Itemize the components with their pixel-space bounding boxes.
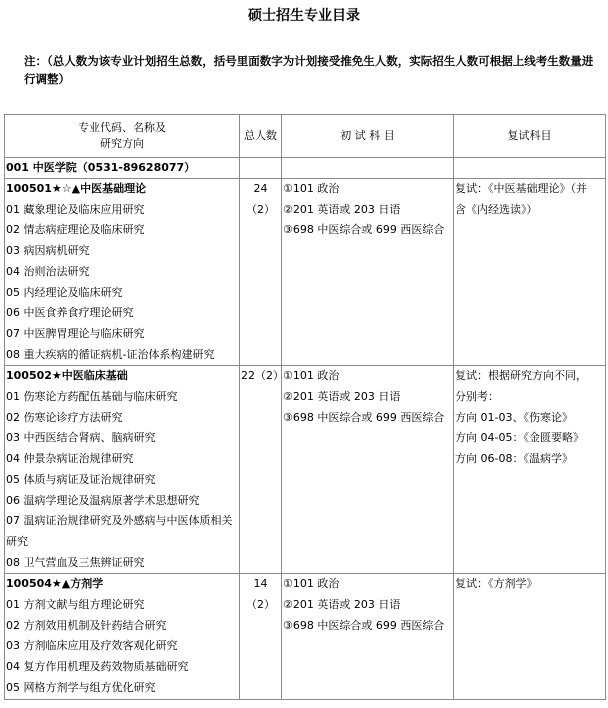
major-row: [5, 179, 606, 366]
direction-item: 07 温病证治规律研究及外感病与中医体质相关研究: [6, 514, 233, 548]
retest-line: 分别考：: [455, 390, 499, 404]
retest-line: 方向 04-05：《金匮要略》: [455, 431, 584, 445]
major-total-cell: [240, 179, 282, 366]
exam-subject: ①101 政治: [283, 182, 340, 195]
direction-item: 07 中医脾胃理论与临床研究: [6, 326, 145, 340]
direction-item: 01 伤寒论方药配伍基础与临床研究: [6, 390, 178, 404]
table-header-row: [5, 115, 606, 158]
retest-line: 方向 06-08：《温病学》: [455, 452, 573, 466]
major-name: 100502★中医临床基础: [6, 369, 128, 383]
direction-item: 04 仲景杂病证治规律研究: [6, 452, 134, 466]
recommended-count: （2）: [246, 202, 275, 216]
exam-subjects-cell: [282, 179, 454, 366]
total-count: 14: [253, 577, 268, 591]
major-directions-cell: [5, 574, 240, 699]
exam-subject: ③698 中医综合或 699 西医综合: [283, 223, 445, 237]
exam-subjects-cell: [282, 366, 454, 574]
total-count: 24: [253, 182, 268, 195]
retest-line: 复试：《中医基础理论》（并: [455, 182, 587, 195]
direction-item: 02 情志病症理论及临床研究: [6, 223, 145, 237]
direction-item: 03 方剂临床应用及疗效客观化研究: [6, 639, 178, 653]
direction-item: 04 治则治法研究: [6, 264, 90, 278]
exam-subject: ②201 英语或 203 日语: [283, 390, 401, 404]
header-major-line2: 研究方向: [100, 137, 144, 150]
header-exam: 初 试 科 目: [282, 115, 454, 158]
major-name: 100504★▲方剂学: [6, 577, 104, 591]
direction-item: 06 中医食养食疗理论研究: [6, 306, 134, 320]
major-row: [5, 366, 606, 574]
program-catalog-table: [4, 114, 606, 700]
direction-item: 08 重大疾病的循证病机-证治体系构建研究: [6, 347, 215, 361]
exam-subject: ③698 中医综合或 699 西医综合: [283, 618, 445, 632]
header-total: 总人数: [240, 115, 282, 158]
retest-line: 复试：根据研究方向不同，: [455, 369, 587, 383]
retest-line: 方向 01-03、《伤寒论》: [455, 410, 573, 424]
retest-subjects-cell: [454, 366, 606, 574]
direction-item: 05 网格方剂学与组方优化研究: [6, 680, 156, 694]
exam-subject: ②201 英语或 203 日语: [283, 202, 401, 216]
direction-item: 08 卫气营血及三焦辨证研究: [6, 555, 145, 569]
direction-item: 01 藏象理论及临床应用研究: [6, 202, 145, 216]
major-row: [5, 574, 606, 699]
direction-item: 06 温病学理论及温病原著学术思想研究: [6, 493, 200, 507]
exam-subjects-cell: [282, 574, 454, 699]
header-major: [5, 115, 240, 158]
direction-item: 05 内经理论及临床研究: [6, 285, 123, 299]
direction-item: 03 病因病机研究: [6, 244, 90, 258]
retest-subjects-cell: [454, 179, 606, 366]
major-directions-cell: [5, 179, 240, 366]
enrollment-note: 注：（总人数为该专业计划招生总数，括号里面数字为计划接受推免生人数，实际招生人数可根据上线考生数量进行调整）: [24, 54, 594, 86]
retest-subjects-cell: [454, 574, 606, 699]
direction-item: 05 体质与病证及证治规律研究: [6, 472, 156, 486]
exam-subject: ①101 政治: [283, 577, 340, 591]
exam-subject: ③698 中医综合或 699 西医综合: [283, 410, 445, 424]
page-title: 硕士招生专业目录: [248, 8, 360, 24]
total-count: 22（2）: [241, 369, 284, 383]
header-major-line1: 专业代码、名称及: [78, 121, 166, 134]
direction-item: 01 方剂文献与组方理论研究: [6, 598, 145, 612]
exam-subject: ①101 政治: [283, 369, 340, 383]
retest-line: 含《内经选读》）: [455, 202, 538, 216]
major-total-cell: [240, 366, 282, 574]
department-row: [5, 158, 606, 179]
exam-subject: ②201 英语或 203 日语: [283, 598, 401, 612]
direction-item: 04 复方作用机理及药效物质基础研究: [6, 660, 189, 674]
major-name: 100501★☆▲中医基础理论: [6, 182, 147, 195]
direction-item: 02 方剂效用机制及针药结合研究: [6, 618, 167, 632]
direction-item: 03 中西医结合肾病、脑病研究: [6, 431, 156, 445]
department-name: 001 中医学院（0531-89628077）: [5, 158, 240, 179]
retest-line: 复试：《方剂学》: [455, 577, 538, 591]
major-directions-cell: [5, 366, 240, 574]
major-total-cell: [240, 574, 282, 699]
header-retest: 复试科目: [454, 115, 606, 158]
direction-item: 02 伤寒论诊疗方法研究: [6, 410, 123, 424]
recommended-count: （2）: [246, 598, 275, 612]
